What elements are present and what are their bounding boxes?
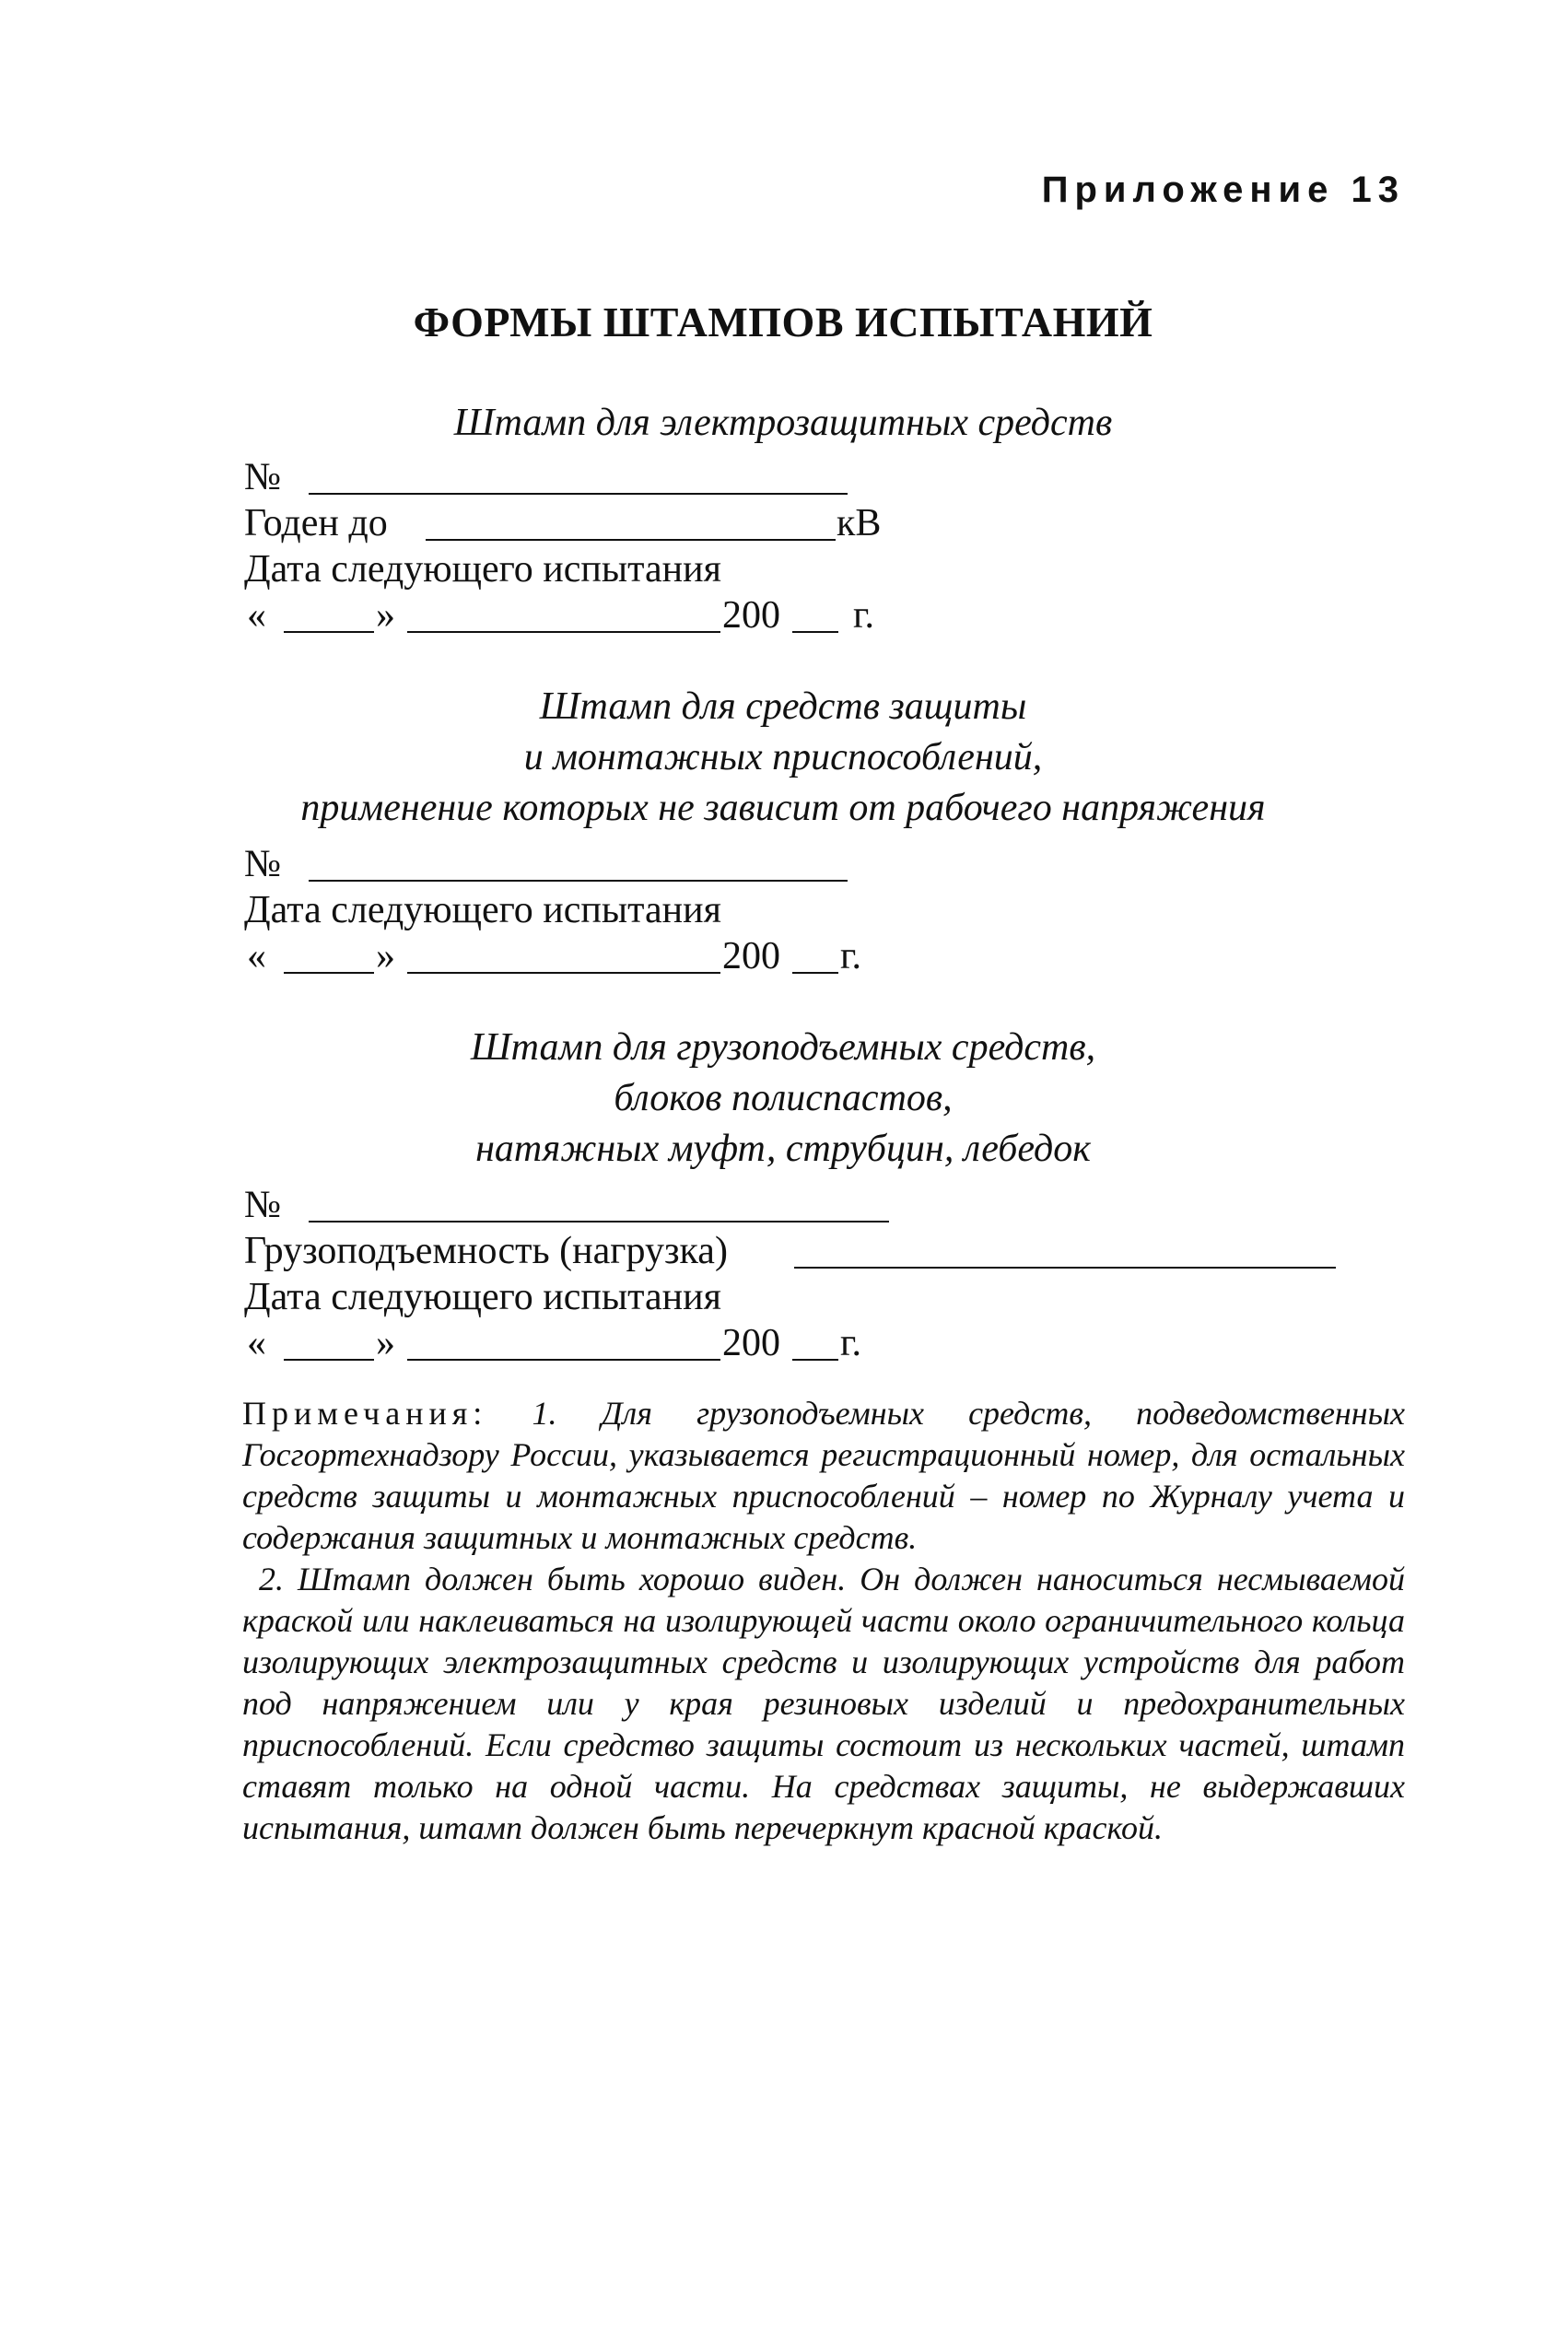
stamp-3-year-prefix: 200 — [722, 1322, 780, 1364]
stamp-3-number-blank — [309, 1221, 889, 1222]
stamp-2-year-suffix: г. — [840, 935, 861, 977]
stamp-3-heading — [138, 1023, 1428, 1175]
stamp-1-valid-until-label: Годен до — [244, 502, 388, 544]
stamp-2-number-row — [244, 840, 281, 888]
stamp-1-number-blank — [309, 493, 848, 495]
stamp-1-year-blank — [792, 631, 838, 633]
stamp-3-number-label: № — [244, 1184, 282, 1226]
stamp-1-date-open-quote: « — [247, 594, 266, 637]
stamp-2-heading-line: применение которых не зависит от рабочего напряжения — [300, 787, 1266, 829]
stamp-3-month-blank — [407, 1359, 720, 1361]
note-1-text: 1. Для грузоподъемных средств, подведомственных Госгортехнадзору России, указывается регистрационный номер, для остальных средств защиты и монтажных приспособлений – номер по Журналу учета и содержания защитных и монтажных средств. — [242, 1395, 1406, 1556]
stamp-3-capacity-row — [244, 1227, 728, 1275]
stamp-2-date-open-quote: « — [247, 935, 266, 977]
stamp-1-next-test-label: Дата следующего испытания — [244, 548, 721, 591]
stamp-3-heading-line: натяжных муфт, струбцин, лебедок — [475, 1128, 1091, 1170]
stamp-1-voltage-unit: кВ — [837, 502, 882, 544]
stamp-1-valid-until-blank — [426, 539, 836, 541]
note-2-paragraph — [242, 1559, 1405, 1849]
stamp-3-day-blank — [284, 1359, 374, 1361]
stamp-2-month-blank — [407, 972, 720, 974]
stamp-3-next-test-row — [244, 1273, 721, 1321]
stamp-3-heading-line: блоков полиспастов, — [614, 1077, 953, 1119]
stamp-2-year-blank — [792, 972, 838, 974]
stamp-2-day-blank — [284, 972, 374, 974]
note-1-paragraph — [242, 1393, 1405, 1559]
stamp-2-next-test-label: Дата следующего испытания — [244, 889, 721, 931]
stamp-3-date-close-quote: » — [376, 1322, 395, 1364]
stamp-2-heading-line: и монтажных приспособлений, — [523, 736, 1043, 778]
stamp-2-next-test-row — [244, 886, 721, 934]
stamp-3-capacity-label: Грузоподъемность (нагрузка) — [244, 1230, 728, 1272]
stamp-2-date-close-quote: » — [376, 935, 395, 977]
stamp-3-capacity-blank — [794, 1267, 1336, 1269]
stamp-3-number-row — [244, 1181, 281, 1229]
stamp-2-year-prefix: 200 — [722, 935, 780, 977]
stamp-3-year-blank — [792, 1359, 838, 1361]
stamp-3-year-suffix: г. — [840, 1322, 861, 1364]
stamp-1-number-label: № — [244, 456, 282, 498]
stamp-1-heading-line: Штамп для электрозащитных средств — [453, 402, 1113, 444]
stamp-3-heading-line: Штамп для грузоподъемных средств, — [470, 1026, 1096, 1069]
stamp-3-date-open-quote: « — [247, 1322, 266, 1364]
note-2-text: 2. Штамп должен быть хорошо виден. Он должен наноситься несмываемой краской или наклеиваться на изолирующей части около ограничительного кольца изолирующих электрозащитных средств и изолирующих устройств для работ под напряжением или у края резиновых изделий и предохранительных приспособлений. Если средство защиты состоит из нескольких частей, штамп ставят только на одной части. На средствах защиты, не выдержавших испытания, штамп должен быть перечеркнут красной краской. — [242, 1561, 1405, 1846]
page-title: ФОРМЫ ШТАМПОВ ИСПЫТАНИЙ — [413, 298, 1153, 345]
notes-section — [242, 1393, 1405, 1849]
stamp-1-year-prefix: 200 — [722, 594, 780, 637]
stamp-2-heading-line: Штамп для средств защиты — [539, 685, 1027, 728]
stamp-1-valid-row — [244, 499, 388, 547]
stamp-2-number-blank — [309, 880, 848, 882]
stamp-1-next-test-row — [244, 545, 721, 593]
stamp-1-year-suffix: г. — [853, 594, 874, 637]
notes-label: Примечания: — [242, 1395, 488, 1432]
stamp-2-number-label: № — [244, 843, 282, 885]
stamp-1-day-blank — [284, 631, 374, 633]
stamp-1-month-blank — [407, 631, 720, 633]
stamp-1-date-close-quote: » — [376, 594, 395, 637]
stamp-3-next-test-label: Дата следующего испытания — [244, 1276, 721, 1318]
appendix-label: Приложение 13 — [1041, 170, 1405, 210]
stamp-1-heading — [138, 398, 1428, 449]
stamp-1-number-row — [244, 453, 281, 501]
stamp-2-heading — [138, 682, 1428, 834]
